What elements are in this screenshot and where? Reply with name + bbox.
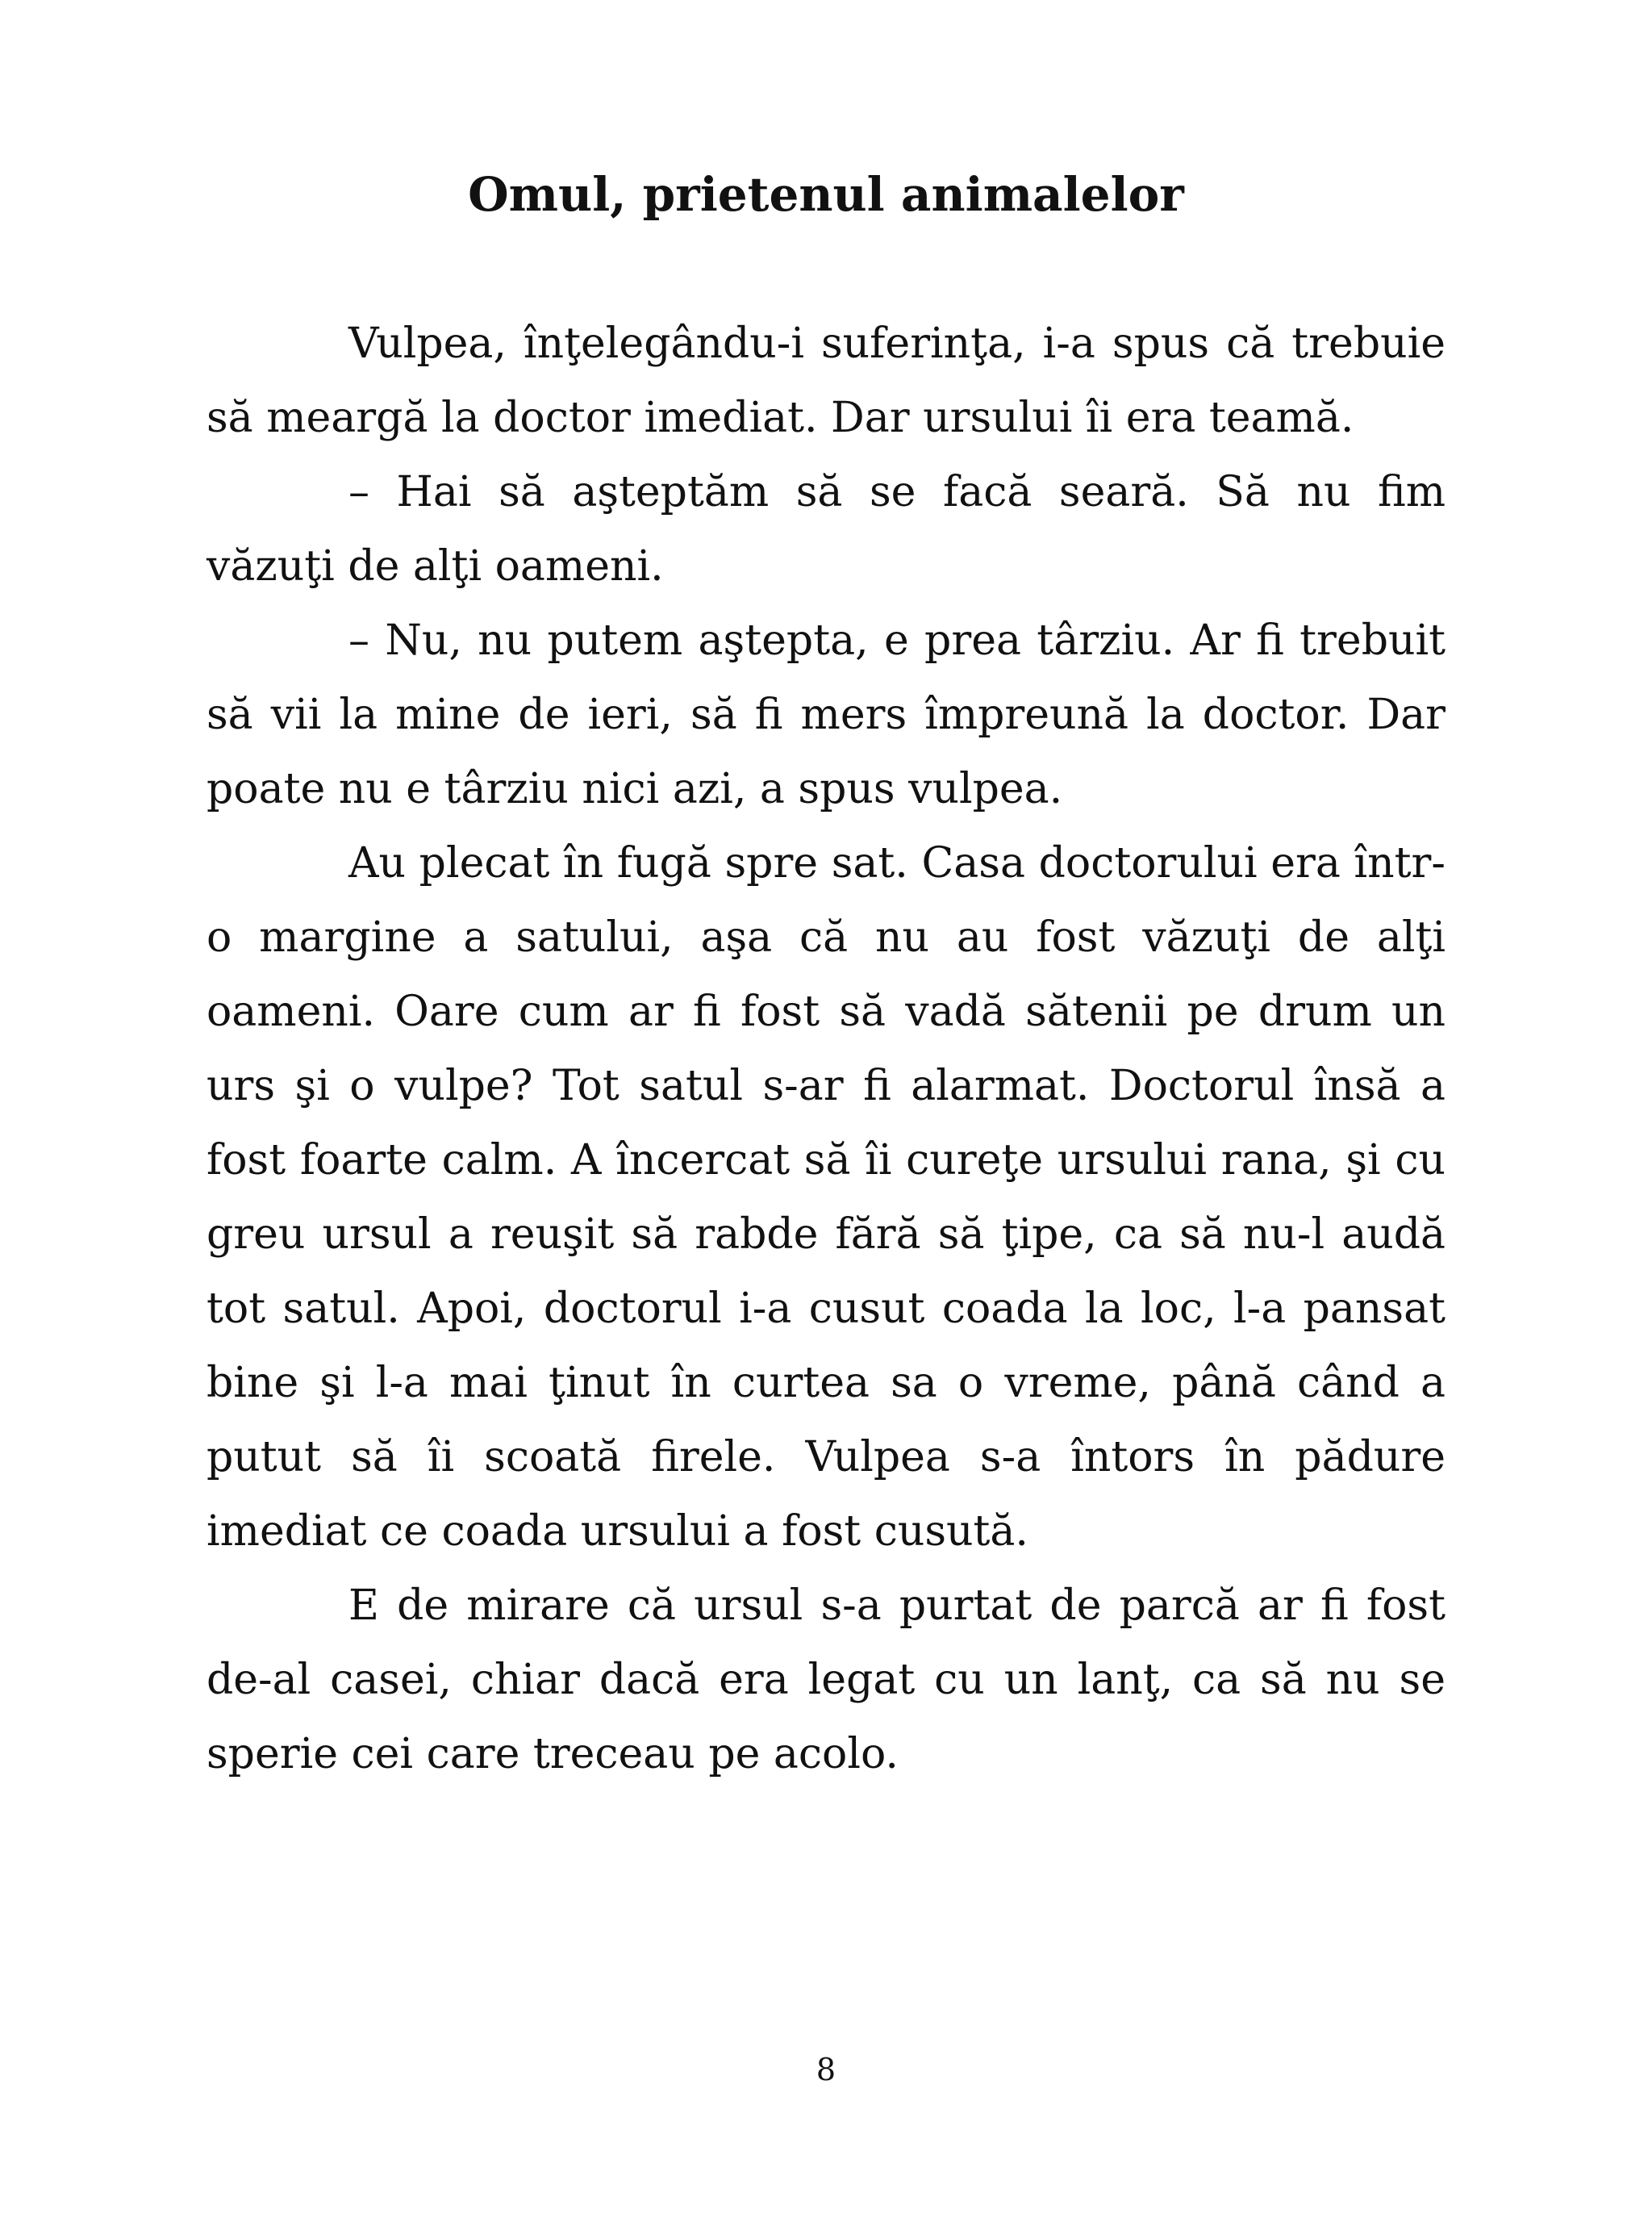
page-number: 8 [816, 2052, 836, 2087]
paragraph: Vulpea, înţelegându-i suferinţa, i-a spus că trebuie să meargă la doctor imediat. Dar ursului îi era teamă. [206, 320, 1446, 442]
chapter-title: Omul, prietenul animalelor [468, 167, 1184, 222]
paragraph: – Hai să aşteptăm să se facă seară. Să nu fim văzuţi de alţi oameni. [206, 468, 1446, 591]
paragraph: E de mirare că ursul s-a purtat de parcă ar fi fost de-al casei, chiar dacă era legat cu un lanţ, ca să nu se sperie cei care treceau pe acolo. [206, 1581, 1446, 1778]
paragraph: Au plecat în fugă spre sat. Casa doctorului era într-o margine a satului, aşa că nu au fost văzuţi de alţi oameni. Oare cum ar fi fost să vadă sătenii pe drum un urs şi o vulpe? Tot satul s-ar fi alarmat. Doctorul însă a fost foarte calm. A încercat să îi cureţe ursului rana, şi cu greu ursul a reuşit să rabde fără să ţipe, ca să nu-l audă tot satul. Apoi, doctorul i-a cusut coada la loc, l-a pansat bine şi l-a mai ţinut în curtea sa o vreme, până când a putut să îi scoată firele. Vulpea s-a întors în pădure imediat ce coada ursului a fost cusută. [206, 839, 1446, 1556]
paragraph: – Nu, nu putem aştepta, e prea târziu. Ar fi trebuit să vii la mine de ieri, să fi mers împreună la doctor. Dar poate nu e târziu nici azi, a spus vulpea. [206, 616, 1446, 813]
body-text [206, 307, 1446, 1791]
